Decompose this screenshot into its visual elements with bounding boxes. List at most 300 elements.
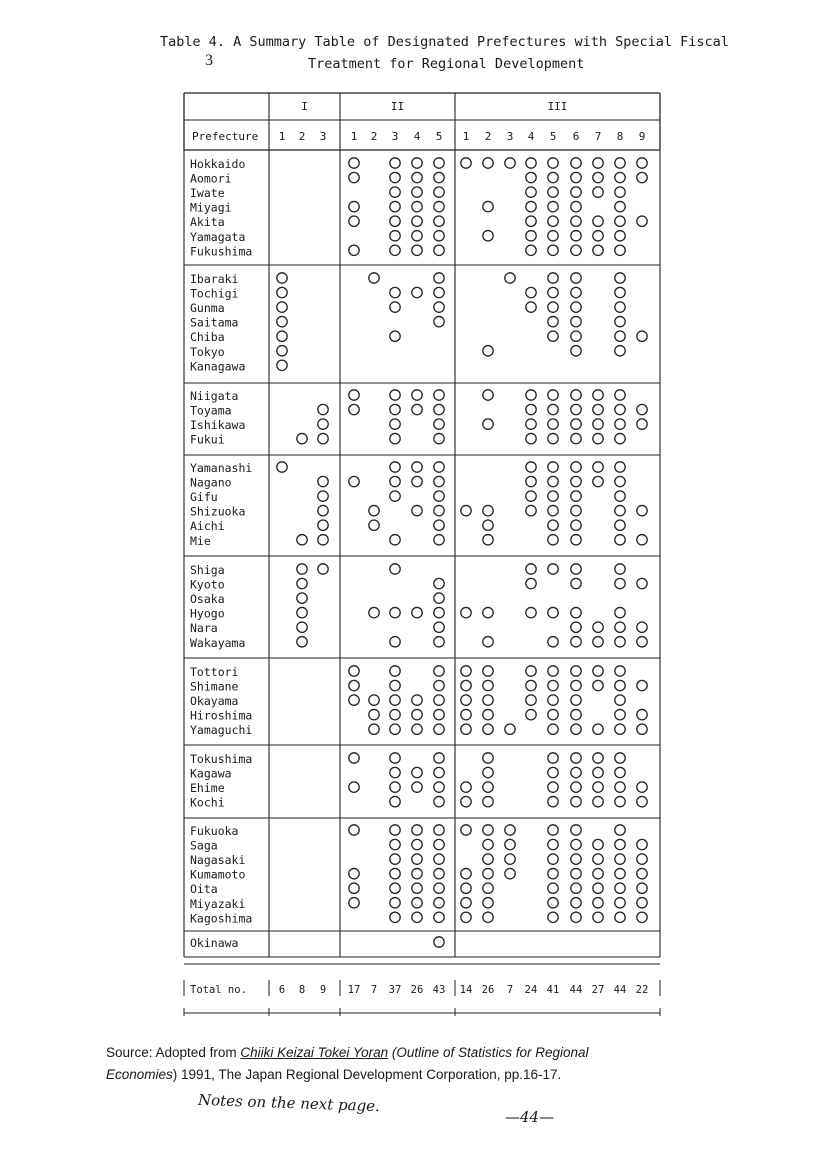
designation-mark [434,607,444,617]
designation-mark [483,201,493,211]
designation-mark [593,724,603,734]
total-II-5: 43 [432,984,446,996]
designation-mark [390,753,400,763]
designation-mark [390,201,400,211]
designation-mark [390,216,400,226]
designation-mark [615,680,625,690]
designation-mark [434,937,444,947]
col-header-III-9: 9 [638,130,646,143]
designation-mark [526,564,536,574]
designation-mark [434,231,444,241]
designation-mark [548,753,558,763]
source-book-title: Chiiki Keizai Tokei Yoran [240,1045,389,1060]
totals-label: Total no. [190,984,247,996]
designation-mark [548,912,558,922]
designation-mark [412,767,422,777]
designation-mark [434,476,444,486]
prefecture-column-header: Prefecture [192,130,259,143]
designation-mark [369,695,379,705]
designation-mark [593,419,603,429]
designation-mark [434,680,444,690]
designation-mark [412,505,422,515]
prefecture-name: Saga [190,838,218,853]
group-header-III: III [547,100,568,113]
col-header-II-5: 5 [435,130,443,143]
designation-mark [571,302,581,312]
designation-mark [349,898,359,908]
designation-mark [615,622,625,632]
prefecture-name: Nagano [190,475,232,490]
designation-mark [369,607,379,617]
designation-mark [548,666,558,676]
total-III-3: 7 [506,984,514,996]
designation-mark [461,695,471,705]
designation-mark [390,419,400,429]
designation-mark [571,419,581,429]
designation-mark [461,607,471,617]
designation-mark [637,796,647,806]
designation-mark [615,839,625,849]
designation-mark [412,695,422,705]
designation-mark [593,476,603,486]
designation-mark [412,404,422,414]
designation-mark [483,637,493,647]
designation-mark [615,578,625,588]
designation-mark [483,825,493,835]
designation-mark [505,273,515,283]
designation-mark [505,158,515,168]
designation-mark [526,201,536,211]
designation-mark [526,172,536,182]
prefecture-name: Wakayama [190,635,246,650]
designation-mark [571,898,581,908]
designation-mark [571,680,581,690]
designation-mark [434,782,444,792]
designation-mark [526,404,536,414]
designation-mark [615,505,625,515]
designation-mark [434,187,444,197]
designation-mark [412,187,422,197]
total-I-3: 9 [319,984,327,996]
designation-mark [548,419,558,429]
page-number: —44— [505,1108,555,1126]
designation-mark [526,390,536,400]
designation-mark [526,302,536,312]
designation-mark [434,622,444,632]
designation-mark [548,172,558,182]
designation-mark [483,883,493,893]
prefecture-name: Gunma [190,301,225,316]
designation-mark [615,782,625,792]
designation-mark [571,535,581,545]
designation-mark [369,505,379,515]
designation-mark [412,724,422,734]
designation-mark [434,216,444,226]
designation-mark [615,695,625,705]
designation-mark [483,709,493,719]
designation-mark [593,883,603,893]
prefecture-name: Yamaguchi [190,723,253,738]
designation-mark [349,404,359,414]
designation-mark [390,287,400,297]
designation-mark [390,868,400,878]
designation-mark [297,578,307,588]
designation-mark [412,883,422,893]
designation-mark [571,216,581,226]
designation-mark [390,912,400,922]
designation-mark [461,158,471,168]
group-header-II: II [390,100,405,113]
designation-mark [615,491,625,501]
designation-mark [483,854,493,864]
designation-mark [593,245,603,255]
designation-mark [390,767,400,777]
designation-mark [434,753,444,763]
designation-mark [593,839,603,849]
designation-mark [571,578,581,588]
designation-mark [637,216,647,226]
designation-mark [548,316,558,326]
designation-mark [615,753,625,763]
designation-mark [571,201,581,211]
designation-mark [349,666,359,676]
designation-mark [615,825,625,835]
designation-mark [483,796,493,806]
designation-mark [615,316,625,326]
designation-mark [461,825,471,835]
designation-mark [615,287,625,297]
designation-mark [593,158,603,168]
col-header-II-4: 4 [413,130,421,143]
designation-mark [277,316,287,326]
designation-mark [637,868,647,878]
designation-mark [349,245,359,255]
prefecture-name: Kagawa [190,766,232,781]
designation-mark [571,273,581,283]
designation-mark [297,564,307,574]
designation-mark [349,172,359,182]
designation-mark [548,898,558,908]
designation-mark [412,839,422,849]
prefecture-name: Hiroshima [190,708,253,723]
designation-mark [349,158,359,168]
designation-mark [593,390,603,400]
designation-mark [483,695,493,705]
designation-mark [615,216,625,226]
designation-mark [483,839,493,849]
designation-mark [461,912,471,922]
prefecture-name: Saitama [190,315,239,330]
designation-mark [571,724,581,734]
designation-mark [615,158,625,168]
prefecture-name: Tochigi [190,286,239,301]
designation-mark [461,505,471,515]
designation-mark [412,912,422,922]
designation-mark [571,709,581,719]
designation-mark [526,607,536,617]
designation-mark [571,287,581,297]
designation-mark [571,782,581,792]
designation-mark [390,680,400,690]
designation-mark [571,404,581,414]
designation-mark [483,390,493,400]
designation-mark [615,912,625,922]
designation-mark [615,331,625,341]
designation-mark [571,505,581,515]
prefecture-name: Fukushima [190,244,253,259]
designation-mark [434,462,444,472]
designation-mark [483,680,493,690]
designation-mark [434,637,444,647]
designation-mark [390,476,400,486]
designation-mark [483,346,493,356]
designation-mark [548,404,558,414]
designation-mark [526,287,536,297]
designation-mark [571,666,581,676]
prefecture-name: Kanagawa [190,359,246,374]
total-III-6: 44 [569,984,583,996]
col-header-III-5: 5 [549,130,557,143]
designation-mark [434,578,444,588]
designation-mark [593,782,603,792]
designation-mark [318,476,328,486]
designation-mark [615,390,625,400]
designation-mark [526,476,536,486]
designation-mark [390,158,400,168]
prefecture-name: Fukuoka [190,824,239,838]
designation-mark [297,622,307,632]
prefecture-name: Miyagi [190,200,232,215]
designation-mark [434,287,444,297]
designation-mark [483,912,493,922]
designation-mark [390,231,400,241]
designation-mark [615,273,625,283]
designation-mark [548,724,558,734]
designation-mark [593,898,603,908]
designation-mark [637,404,647,414]
total-III-8: 44 [613,984,627,996]
prefecture-name: Miyazaki [190,896,246,911]
total-III-1: 14 [459,984,473,996]
designation-mark [412,868,422,878]
designation-mark [526,245,536,255]
designation-mark [390,535,400,545]
prefecture-name: Okinawa [190,936,239,950]
designation-mark [615,187,625,197]
designation-mark [434,912,444,922]
designation-mark [571,172,581,182]
designation-mark [483,898,493,908]
designation-mark [548,273,558,283]
col-header-III-1: 1 [462,130,470,143]
designation-mark [526,709,536,719]
designation-mark [593,231,603,241]
source-prefix: Source: Adopted from [106,1045,241,1060]
source-citation [106,1042,746,1086]
designation-mark [434,695,444,705]
designation-mark [548,782,558,792]
designation-mark [461,868,471,878]
prefecture-name: Ehime [190,781,225,796]
designation-mark [526,666,536,676]
designation-mark [349,216,359,226]
designation-mark [349,390,359,400]
designation-mark [434,724,444,734]
handwritten-table-number: 3 [205,52,213,69]
designation-mark [571,912,581,922]
designation-mark [318,564,328,574]
designation-mark [297,607,307,617]
designation-mark [548,695,558,705]
designation-mark [548,535,558,545]
designation-mark [637,505,647,515]
total-III-7: 27 [591,984,605,996]
prefecture-name: Fukui [190,432,225,447]
prefecture-name: Kochi [190,795,225,810]
designation-mark [571,231,581,241]
designation-mark [615,172,625,182]
designation-mark [318,505,328,515]
col-header-III-7: 7 [594,130,602,143]
designation-mark [349,825,359,835]
prefecture-name: Nara [190,621,218,636]
prefecture-name: Kyoto [190,577,225,592]
col-header-III-4: 4 [527,130,535,143]
designation-mark [593,767,603,777]
designation-mark [615,854,625,864]
designation-mark [548,231,558,241]
designation-mark [390,666,400,676]
designation-mark [548,390,558,400]
designation-mark [390,491,400,501]
designation-mark [277,287,287,297]
designation-mark [349,753,359,763]
designation-mark [277,462,287,472]
prefecture-name: Shizuoka [190,504,246,519]
designation-mark [318,491,328,501]
designation-mark [297,593,307,603]
table-title: Table 4. A Summary Table of Designated Prefectures with Special Fiscal [160,34,729,50]
designation-mark [390,390,400,400]
designation-mark [637,419,647,429]
total-III-4: 24 [524,984,538,996]
designation-mark [461,666,471,676]
designation-mark [390,302,400,312]
designation-mark [461,898,471,908]
designation-mark [615,201,625,211]
designation-mark [548,216,558,226]
designation-mark [412,231,422,241]
designation-mark [412,709,422,719]
designation-mark [412,245,422,255]
designation-mark [390,854,400,864]
designation-mark [615,302,625,312]
designation-mark [571,158,581,168]
designation-mark [571,695,581,705]
designation-mark [548,564,558,574]
prefecture-name: Aomori [190,171,232,186]
designation-mark [526,680,536,690]
designation-mark [369,709,379,719]
designation-mark [318,535,328,545]
designation-mark [593,404,603,414]
designation-mark [390,607,400,617]
designation-mark [369,724,379,734]
designation-mark [548,709,558,719]
col-header-I-1: 1 [278,130,286,143]
designation-mark [571,520,581,530]
designation-mark [390,898,400,908]
designation-mark [615,898,625,908]
designation-mark [637,578,647,588]
designation-mark [434,491,444,501]
designation-mark [593,622,603,632]
designation-mark [637,912,647,922]
designation-mark [390,883,400,893]
designation-mark [505,854,515,864]
prefecture-name: Shiga [190,563,225,577]
designation-mark [637,158,647,168]
designation-mark [412,462,422,472]
designation-mark [297,535,307,545]
designation-mark [593,796,603,806]
col-header-II-2: 2 [370,130,378,143]
designation-mark [637,898,647,908]
designation-mark [593,172,603,182]
total-III-2: 26 [481,984,495,996]
designation-mark [483,666,493,676]
designation-mark [548,825,558,835]
designation-mark [434,796,444,806]
designation-mark [434,404,444,414]
designation-mark [412,172,422,182]
designation-mark [637,839,647,849]
designation-mark [277,302,287,312]
designation-mark [615,535,625,545]
designation-mark [390,782,400,792]
designation-mark [548,680,558,690]
designation-mark [390,709,400,719]
designation-mark [434,666,444,676]
designation-mark [434,868,444,878]
designation-mark [434,535,444,545]
designation-mark [434,767,444,777]
designation-mark [390,637,400,647]
designation-mark [548,491,558,501]
prefecture-name: Nagasaki [190,853,246,868]
designation-mark [412,898,422,908]
designation-mark [571,462,581,472]
designation-mark [434,390,444,400]
designation-mark [615,637,625,647]
designation-mark [593,216,603,226]
designation-mark [483,607,493,617]
designation-mark [593,868,603,878]
designation-mark [637,854,647,864]
designation-mark [593,854,603,864]
designation-mark [434,316,444,326]
prefecture-name: Tottori [190,665,239,679]
designation-mark [434,839,444,849]
col-header-I-3: 3 [319,130,327,143]
designation-mark [434,172,444,182]
designation-mark [571,854,581,864]
designation-mark [483,520,493,530]
designation-mark [390,245,400,255]
designation-mark [526,216,536,226]
designation-mark [548,245,558,255]
col-header-III-8: 8 [616,130,624,143]
